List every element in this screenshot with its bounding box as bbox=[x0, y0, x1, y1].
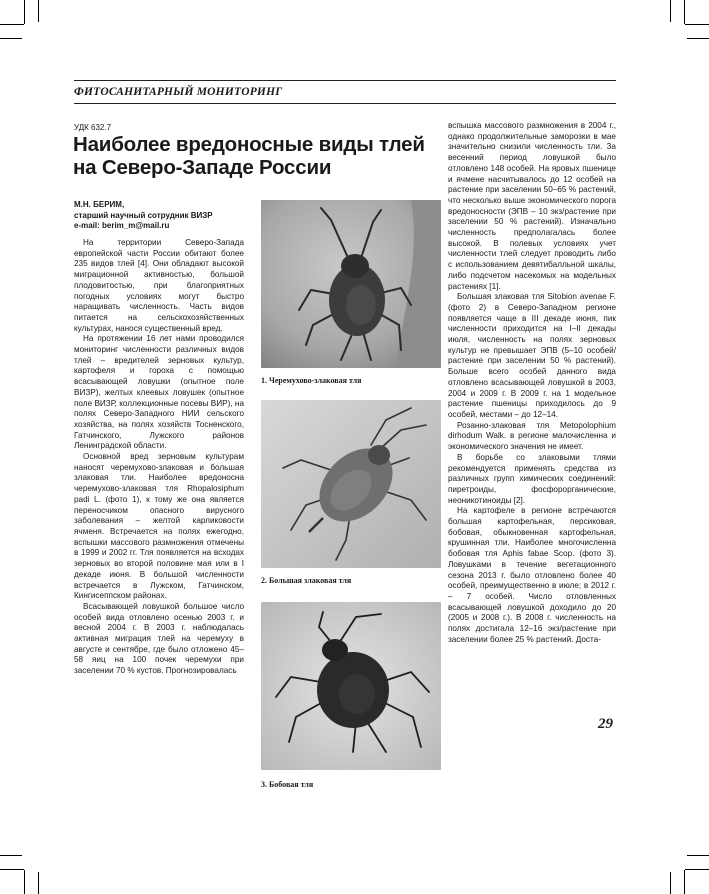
author-email: e-mail: berim_m@mail.ru bbox=[74, 221, 170, 230]
paragraph: На протяжении 16 лет нами проводился мониторинг численности различных видов тлей – вредителей зерновых культур, картофеля и гороха с помощью всасывающей ловушки (опытное поле ВИЗР), желтых клеевых ловушек (опытное поле ВИЗР, коллекционные посевы ВИР), на полях Северо-Западного НИИ сельского хозяйства, на полях хозяйств Тосненского, Гатчинского, Лужского районов Ленинградской области. bbox=[74, 334, 244, 451]
paragraph: В борьбе со злаковыми тлями рекомендуется применять средства из различных групп химических соединений: пиретроиды, фосфорорганические, неоникотиноиды [2]. bbox=[448, 452, 616, 505]
crop-mark bbox=[0, 855, 22, 856]
author-position: старший научный сотрудник ВИЗР bbox=[74, 210, 213, 220]
text-column-left bbox=[74, 238, 244, 677]
paragraph: На картофеле в регионе встречаются большая картофельная, персиковая, бобовая, обыкновенная картофельная, крушинная тли. Наиболее многочисленна бобовая тля Aphis fabae Scop. (фото 3). Ловушками в течение вегетационного сезона 2013 г. было отловлено более 40 особей, преимущественно в июле; в 2012 г. – 7 особей. Число отловленных всасывающей ловушкой доходило до 20 (2005 и 2008 г.). В 2008 г. численность на полях достигала 12–16 экз/растение при заселении более 25 % растений. Доста- bbox=[448, 506, 616, 644]
photo-caption-1: 1. Черемухово-злаковая тля bbox=[261, 376, 362, 385]
photo-caption-3: 3. Бобовая тля bbox=[261, 780, 314, 789]
article-title: Наиболее вредоносные виды тлей на Северо-Западе России bbox=[73, 133, 425, 179]
paragraph: Всасывающей ловушкой большое число особей вида отловлено осенью 2003 г. и весной 2004 г. В 2003 г. наблюдалась активная миграция тлей на черемуху в августе и сентябре, где было отложено 45–58 яиц на 100 почек черемухи при заселении 70 % кустов. Прогнозировалась bbox=[74, 601, 244, 676]
crop-mark bbox=[24, 0, 25, 24]
photo-1 bbox=[261, 200, 441, 368]
section-title: ФИТОСАНИТАРНЫЙ МОНИТОРИНГ bbox=[74, 86, 283, 98]
crop-mark bbox=[685, 869, 709, 870]
crop-mark bbox=[24, 870, 25, 894]
crop-mark bbox=[687, 855, 709, 856]
section-rule-top bbox=[74, 80, 616, 81]
section-rule-bottom bbox=[74, 103, 616, 104]
photo-2 bbox=[261, 400, 441, 568]
crop-mark bbox=[0, 24, 24, 25]
photo-caption-2: 2. Большая злаковая тля bbox=[261, 576, 352, 585]
paragraph: Основной вред зерновым культурам наносят черемухово-злаковая и большая злаковая тли. Наиболее вредоносна черемухово-злаковая тля Rhopalosiphum padi L. (фото 1), к тому же она является переносчиком опасного вирусного заболевания – желтой карликовости ячменя. Встречается на полях ежегодно, вспышки массового размножения отмечены в 1999 и 2002 гг. Тля появляется на всходах зерновых во второй половине мая или в I декаде июня. В большой численности встречается в Лужском, Гатчинском, Кингисеппском районах. bbox=[74, 452, 244, 601]
paragraph: На территории Северо-Запада европейской части России обитают более 235 видов тлей [4]. Они обладают высокой миграционной активностью, большой плодовитостью, при благоприятных погодных условиях могут быстро наращивать численность. Часть видов питается на сельскохозяйственных культурах, нанося существенный вред. bbox=[74, 238, 244, 333]
crop-mark bbox=[670, 0, 671, 22]
page-number: 29 bbox=[598, 716, 613, 732]
paragraph: вспышка массового размножения в 2004 г., однако продолжительные заморозки в мае значительно снизили численность тли. За весенний период ловушкой было отловлено 148 особей. На яровых пшенице и ячмене насчитывалось до 12 особей на растение при заселении 50–65 % растений, что несколько выше экономического порога вредоносности (ЭПВ – 10 экз/растение при заселении 50 % растений). Изначально численность предполагалась более высокой. В полевых условиях учет численности тлей следует проводить либо с использованием девятибалльной шкалы, либо подсчетом насекомых на модельных растениях [1]. bbox=[448, 121, 616, 291]
text-column-right bbox=[448, 121, 616, 645]
crop-mark bbox=[684, 0, 685, 24]
crop-mark bbox=[0, 869, 24, 870]
crop-mark bbox=[0, 38, 22, 39]
crop-mark bbox=[685, 24, 709, 25]
paragraph: Розанно-злаковая тля Metopolophium dirhodum Walk. в регионе малочисленна и экономического значения не имеет. bbox=[448, 420, 616, 452]
author-name: М.Н. БЕРИМ, bbox=[74, 200, 125, 209]
crop-mark bbox=[670, 872, 671, 894]
crop-mark bbox=[684, 870, 685, 894]
crop-mark bbox=[687, 38, 709, 39]
paragraph: Большая злаковая тля Sitobion avenae F. (фото 2) в Северо-Западном регионе появляется чаще в III декаде июня, пик численности приходится на I–II декады июля, численность на полях зерновых культур не превышает ЭПВ (5–10 особей/растение при заселении 50 % растений). Больше всего особей данного вида отловлено всасывающей ловушкой в 2003, 2004 и 2009 г. В 2009 г. на 1 модельное растение пшеницы приходилось до 9 особей, местами – до 12–14. bbox=[448, 292, 616, 419]
udk-code: УДК 632.7 bbox=[74, 123, 112, 132]
photo-3 bbox=[261, 602, 441, 770]
author-block bbox=[74, 200, 213, 232]
crop-mark bbox=[38, 0, 39, 22]
crop-mark bbox=[38, 872, 39, 894]
